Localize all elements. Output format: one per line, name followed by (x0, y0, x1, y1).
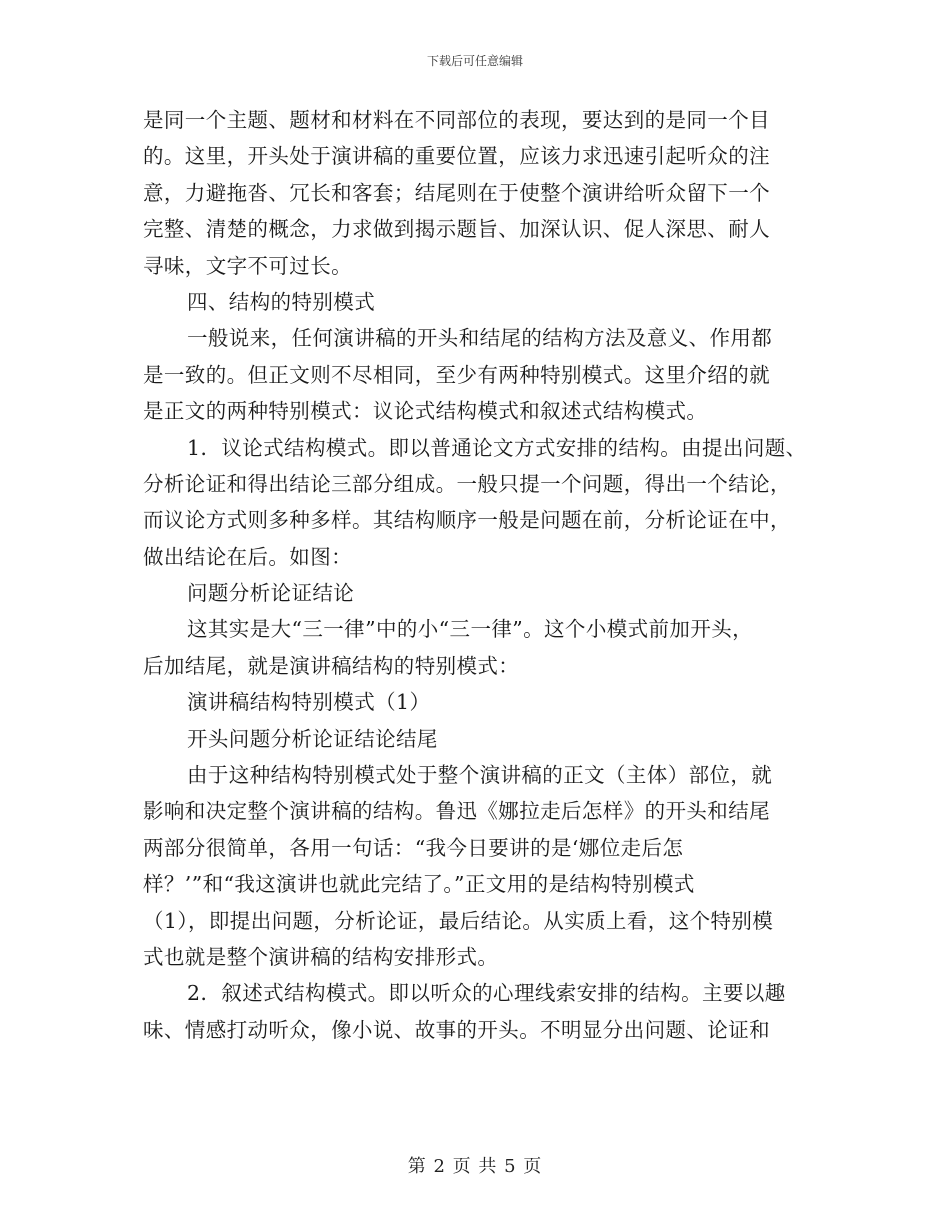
text-line: 四、结构的特别模式 (187, 289, 376, 314)
text-line: （1），即提出问题，分析论证，最后结论。从实质上看，这个特别模 (143, 908, 774, 933)
text-line: 意，力避拖沓、冗长和客套；结尾则在于使整个演讲给听众留下一个 (143, 180, 770, 205)
text-line: 的。这里，开头处于演讲稿的重要位置，应该力求迅速引起听众的注 (143, 144, 770, 169)
text-line: 是正文的两种特别模式：议论式结构模式和叙述式结构模式。 (143, 399, 708, 424)
text-line: 是一致的。但正文则不尽相同，至少有两种特别模式。这里介绍的就 (143, 362, 770, 387)
text-line: 寻味，文字不可过长。 (143, 253, 352, 278)
text-line: 味、情感打动听众，像小说、故事的开头。不明显分出问题、论证和 (143, 1017, 770, 1042)
text-line: 式也就是整个演讲稿的结构安排形式。 (143, 944, 499, 969)
text-line: 演讲稿结构特别模式（1） (187, 690, 431, 715)
text-line: 由于这种结构特别模式处于整个演讲稿的正文（主体）部位，就 (187, 763, 773, 788)
text-line: 完整、清楚的概念，力求做到揭示题旨、加深认识、促人深思、耐人 (143, 217, 770, 242)
text-line: 做出结论在后。如图： (143, 544, 352, 569)
page-footer: 第 2 页 共 5 页 (407, 1156, 543, 1177)
text-line: 影响和决定整个演讲稿的结构。鲁迅《娜拉走后怎样》的开头和结尾 (143, 799, 770, 824)
text-line: 1．议论式结构模式。即以普通论文方式安排的结构。由提出问题、 (187, 435, 807, 460)
text-line: 两部分很简单，各用一句话：“我今日要讲的是‘娜位走后怎 (143, 835, 684, 860)
document-body (143, 102, 813, 1048)
text-line: 一般说来，任何演讲稿的开头和结尾的结构方法及意义、作用都 (187, 326, 773, 351)
text-line: 而议论方式则多种多样。其结构顺序一般是问题在前，分析论证在中， (143, 508, 791, 533)
text-line: 开头问题分析论证结论结尾 (187, 726, 438, 751)
text-line: 分析论证和得出结论三部分组成。一般只提一个问题，得出一个结论， (143, 471, 791, 496)
page-header: 下载后可任意编辑 (426, 54, 523, 68)
text-line: 样？’”和“我这演讲也就此完结了。”正文用的是结构特别模式 (143, 872, 695, 897)
text-line: 后加结尾，就是演讲稿结构的特别模式： (143, 653, 520, 678)
text-line: 这其实是大“三一律”中的小“三一律”。这个小模式前加开头， (187, 617, 754, 642)
text-line: 2．叙述式结构模式。即以听众的心理线索安排的结构。主要以趣 (187, 981, 786, 1006)
text-line: 是同一个主题、题材和材料在不同部位的表现，要达到的是同一个目 (143, 108, 770, 132)
text-line: 问题分析论证结论 (187, 581, 355, 606)
